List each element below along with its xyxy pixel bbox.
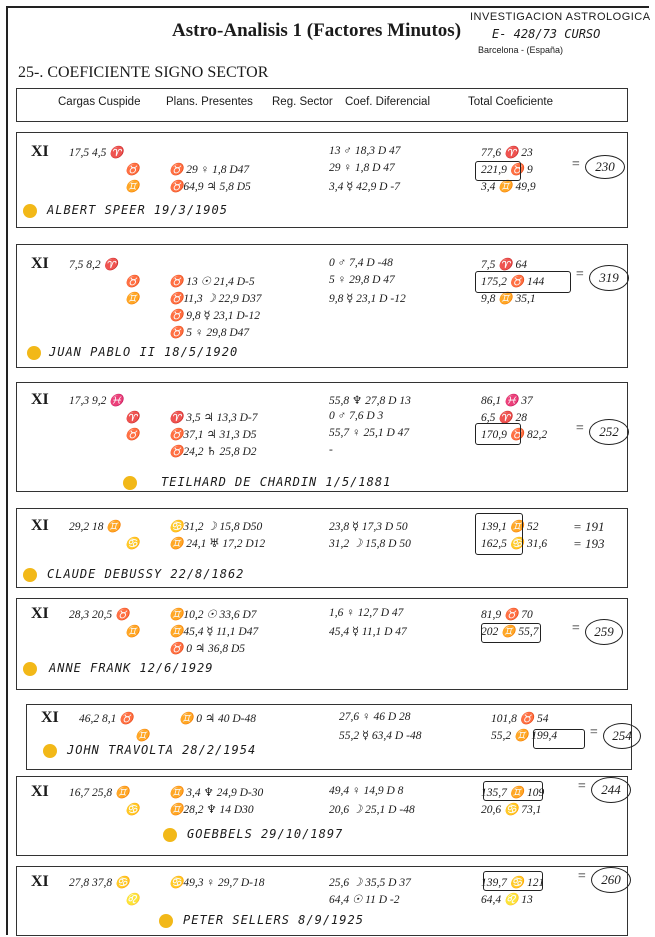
cell-diff: 55,8 ♆ 27,8 D 13	[329, 395, 411, 407]
cell-total: 170,9 ♉ 82,2	[481, 429, 548, 441]
person-name-date: CLAUDE DEBUSSY 22/8/1862	[47, 567, 245, 581]
cell-planets: ♉64,9 ♃ 5,8 D5	[169, 181, 251, 193]
cell-planets: ♊45,4 ☿ 11,1 D47	[169, 626, 259, 638]
marker-dot-icon	[23, 568, 37, 582]
cell-cusp: ♋	[125, 538, 140, 550]
city-label: Barcelona - (España)	[478, 45, 564, 55]
marker-dot-icon	[23, 204, 37, 218]
person-block	[16, 244, 628, 368]
cell-total: 77,6 ♈ 23	[481, 147, 533, 159]
cell-planets: ♉37,1 ♃ 31,3 D5	[169, 429, 257, 441]
house-label: XI	[31, 605, 49, 622]
person-name-date: GOEBBELS 29/10/1897	[187, 827, 344, 841]
equals-sign: =	[575, 421, 585, 436]
col-total-coeficiente: Total Coeficiente	[468, 96, 554, 108]
cell-cusp: ♊	[135, 730, 150, 742]
person-block	[16, 508, 628, 588]
house-label: XI	[31, 517, 49, 534]
cell-planets: ♈ 3,5 ♃ 13,3 D-7	[169, 412, 258, 424]
result-value: = 191	[573, 519, 605, 534]
person-block	[26, 704, 632, 770]
cell-diff: 13 ♂ 18,3 D 47	[329, 145, 401, 157]
cell-planets: ♋31,2 ☽ 15,8 D50	[169, 521, 263, 533]
cell-total: 20,6 ♋ 73,1	[481, 804, 542, 816]
cell-diff: 0 ♂ 7,4 D -48	[329, 257, 393, 269]
cell-total: 3,4 ♊ 49,9	[481, 181, 536, 193]
cell-cusp: ♉	[125, 164, 140, 176]
house-label: XI	[31, 391, 49, 408]
person-name-date: ALBERT SPEER 19/3/1905	[47, 203, 228, 217]
cell-diff: 31,2 ☽ 15,8 D 50	[329, 538, 411, 550]
result-circle: 259	[585, 619, 623, 645]
equals-sign: =	[571, 621, 581, 636]
cell-cusp: ♋	[125, 804, 140, 816]
col-coef-diferencial: Coef. Diferencial	[345, 96, 431, 108]
person-name-date: JOHN TRAVOLTA 28/2/1954	[67, 743, 257, 757]
cell-diff: 9,8 ☿ 23,1 D -12	[329, 293, 406, 305]
cell-cusp: ♉	[125, 276, 140, 288]
cell-cusp: 46,2 8,1 ♉	[79, 713, 134, 725]
cell-diff: 64,4 ☉ 11 D -2	[329, 894, 400, 906]
house-label: XI	[31, 783, 49, 800]
result-circle: 252	[589, 419, 629, 445]
highlight-box	[483, 871, 543, 891]
cell-cusp: ♊	[125, 293, 140, 305]
cell-diff: 45,4 ☿ 11,1 D 47	[329, 626, 407, 638]
person-block	[16, 598, 628, 690]
col-reg-sector: Reg. Sector	[272, 96, 333, 108]
marker-dot-icon	[23, 662, 37, 676]
cell-cusp: 16,7 25,8 ♊	[69, 787, 130, 799]
cell-cusp: ♊	[125, 181, 140, 193]
cell-total: 64,4 ♌ 13	[481, 894, 533, 906]
result-circle: 244	[591, 777, 631, 803]
cell-planets: ♉ 9,8 ☿ 23,1 D-12	[169, 310, 261, 322]
marker-dot-icon	[159, 914, 173, 928]
cell-total: 101,8 ♉ 54	[491, 713, 549, 725]
result-circle: 260	[591, 867, 631, 893]
cell-planets: ♉ 13 ☉ 21,4 D-5	[169, 276, 255, 288]
cell-total: 135,7 ♊ 109	[481, 787, 545, 799]
cell-planets: ♉24,2 ♄ 25,8 D2	[169, 446, 257, 458]
highlight-box	[475, 423, 521, 445]
cell-cusp: ♉	[125, 429, 140, 441]
cell-diff: 27,6 ♀ 46 D 28	[339, 711, 411, 723]
cell-total: 7,5 ♈ 64	[481, 259, 527, 271]
col-plans-presentes: Plans. Presentes	[166, 96, 253, 108]
result-value: = 193	[573, 536, 605, 551]
highlight-box	[533, 729, 585, 749]
result-circle: 254	[603, 723, 641, 749]
cell-cusp: 28,3 20,5 ♉	[69, 609, 130, 621]
marker-dot-icon	[27, 346, 41, 360]
marker-dot-icon	[123, 476, 137, 490]
equals-sign: =	[575, 267, 585, 282]
cell-planets: ♊ 3,4 ♆ 24,9 D-30	[169, 787, 264, 799]
equals-sign: =	[577, 779, 587, 794]
highlight-box	[475, 161, 521, 181]
cell-total: 162,5 ♋ 31,6	[481, 538, 548, 550]
house-label: XI	[41, 709, 59, 726]
person-block	[16, 866, 628, 936]
person-name-date: TEILHARD DE CHARDIN 1/5/1881	[161, 475, 392, 489]
result-circle: 230	[585, 155, 625, 179]
cell-diff: 5 ♀ 29,8 D 47	[329, 274, 395, 286]
equals-sign: =	[589, 725, 599, 740]
cell-planets: ♊ 0 ♃ 40 D-48	[179, 713, 257, 725]
cell-cusp: 17,5 4,5 ♈	[69, 147, 124, 159]
person-name-date: ANNE FRANK 12/6/1929	[49, 661, 214, 675]
section-heading: 25-. COEFICIENTE SIGNO SECTOR	[18, 64, 269, 81]
highlight-box	[483, 781, 543, 801]
cell-diff: 49,4 ♀ 14,9 D 8	[329, 785, 404, 797]
cell-total: 139,7 ♋ 121	[481, 877, 545, 889]
cell-diff: 23,8 ☿ 17,3 D 50	[329, 521, 408, 533]
highlight-box	[481, 623, 541, 643]
highlight-box	[475, 271, 571, 293]
marker-dot-icon	[163, 828, 177, 842]
cell-total: 6,5 ♈ 28	[481, 412, 527, 424]
cell-cusp: ♈	[125, 412, 140, 424]
cell-total: 202 ♊ 55,7	[481, 626, 539, 638]
cell-cusp: ♌	[125, 894, 140, 906]
cell-diff: -	[329, 444, 333, 456]
person-block	[16, 776, 628, 856]
cell-planets: ♉11,3 ☽ 22,9 D37	[169, 293, 262, 305]
cell-total: 139,1 ♊ 52	[481, 521, 539, 533]
cell-cusp: 17,3 9,2 ♓	[69, 395, 124, 407]
page-title: Astro-Analisis 1 (Factores Minutos)	[172, 20, 462, 41]
highlight-box	[475, 513, 523, 555]
cell-planets: ♉ 5 ♀ 29,8 D47	[169, 327, 250, 339]
cell-planets: ♊28,2 ♆ 14 D30	[169, 804, 254, 816]
result-circle: 319	[589, 265, 629, 291]
cell-cusp: 7,5 8,2 ♈	[69, 259, 118, 271]
cell-planets: ♉ 0 ♃ 36,8 D5	[169, 643, 246, 655]
cell-diff: 1,6 ♀ 12,7 D 47	[329, 607, 404, 619]
person-name-date: JUAN PABLO II 18/5/1920	[49, 345, 239, 359]
person-block	[16, 382, 628, 492]
house-label: XI	[31, 255, 49, 272]
cell-diff: 0 ♂ 7,6 D 3	[329, 410, 384, 422]
cell-total: 9,8 ♊ 35,1	[481, 293, 536, 305]
cell-diff: 25,6 ☽ 35,5 D 37	[329, 877, 411, 889]
cell-diff: 55,7 ♀ 25,1 D 47	[329, 427, 410, 439]
person-block	[16, 132, 628, 228]
cell-planets: ♉ 29 ♀ 1,8 D47	[169, 164, 250, 176]
cell-total: 81,9 ♉ 70	[481, 609, 533, 621]
institution-label: INVESTIGACION ASTROLOGICA	[470, 11, 651, 23]
cell-diff: 55,2 ☿ 63,4 D -48	[339, 730, 422, 742]
cell-diff: 3,4 ☿ 42,9 D -7	[329, 181, 400, 193]
equals-sign: =	[571, 157, 581, 172]
cell-total: 221,9 ♉ 9	[481, 164, 533, 176]
course-code: E- 428/73 CURSO	[492, 27, 601, 41]
cell-diff: 20,6 ☽ 25,1 D -48	[329, 804, 415, 816]
marker-dot-icon	[43, 744, 57, 758]
cell-planets: ♊ 24,1 ♅ 17,2 D12	[169, 538, 266, 550]
cell-diff: 29 ♀ 1,8 D 47	[329, 162, 395, 174]
cell-total: 175,2 ♉ 144	[481, 276, 545, 288]
cell-cusp: 29,2 18 ♊	[69, 521, 121, 533]
house-label: XI	[31, 873, 49, 890]
cell-total: 55,2 ♊ 199,4	[491, 730, 558, 742]
equals-sign: =	[577, 869, 587, 884]
house-label: XI	[31, 143, 49, 160]
cell-total: 86,1 ♓ 37	[481, 395, 533, 407]
person-name-date: PETER SELLERS 8/9/1925	[183, 913, 364, 927]
col-cargas-cuspide: Cargas Cuspide	[58, 96, 141, 108]
cell-cusp: ♊	[125, 626, 140, 638]
cell-planets: ♊10,2 ☉ 33,6 D7	[169, 609, 257, 621]
cell-cusp: 27,8 37,8 ♋	[69, 877, 130, 889]
cell-planets: ♋49,3 ♀ 29,7 D-18	[169, 877, 265, 889]
